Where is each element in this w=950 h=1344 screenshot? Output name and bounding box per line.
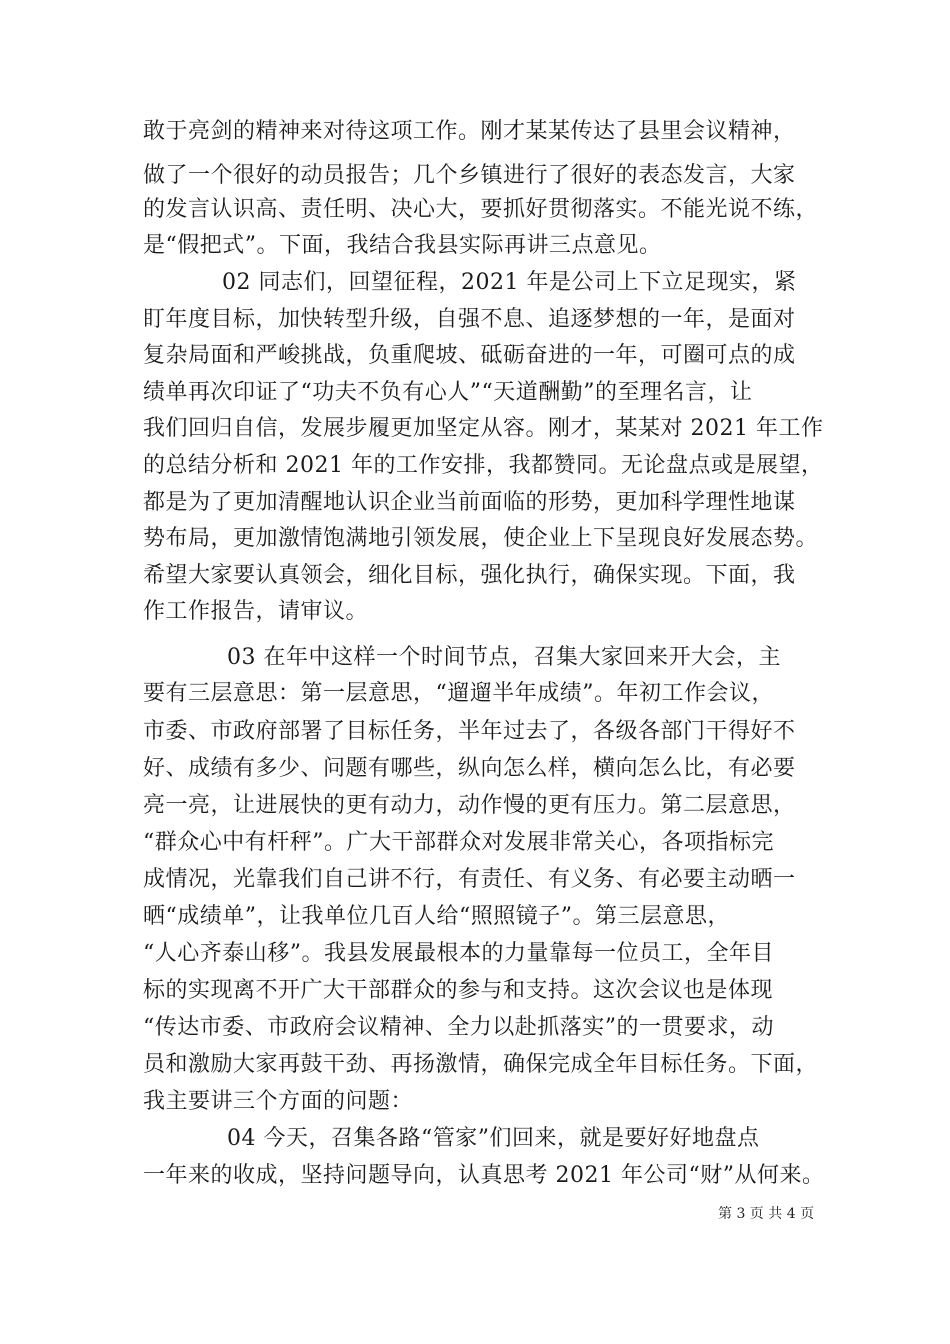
paragraph-line: 复杂局面和严峻挑战，负重爬坡、砥砺奋进的一年，可圈可点的成	[143, 343, 796, 368]
paragraph-line: “群众心中有杆秤”。广大干部群众对发展非常关心，各项指标完	[143, 830, 774, 855]
paragraph-line: 是“假把式”。下面，我结合我县实际再讲三点意见。	[143, 233, 662, 258]
paragraph-line: 盯年度目标，加快转型升级，自强不息、追逐梦想的一年，是面对	[143, 307, 796, 332]
paragraph-line: 我主要讲三个方面的问题：	[143, 1089, 414, 1114]
paragraph-line: 要有三层意思：第一层意思，“遛遛半年成绩”。年初工作会议，	[143, 681, 774, 706]
paragraph-line: 做了一个很好的动员报告；几个乡镇进行了很好的表态发言，大家	[143, 163, 796, 188]
page-number-footer: 第 3 页 共 4 页	[718, 1206, 815, 1222]
paragraph-line: 希望大家要认真领会，细化目标，强化执行，确保实现。下面，我	[143, 563, 796, 588]
paragraph-line: 02 同志们，回望征程，2021 年是公司上下立足现实，紧	[222, 270, 797, 295]
paragraph-line: 作工作报告，请审议。	[143, 599, 369, 624]
paragraph-line: “传达市委、市政府会议精神、全力以赴抓落实”的一贯要求，动	[143, 1015, 774, 1040]
paragraph-line: 我们回归自信，发展步履更加坚定从容。刚才，某某对 2021 年工作	[143, 416, 824, 441]
paragraph-line: 亮一亮，让进展快的更有动力，动作慢的更有压力。第二层意思，	[143, 793, 796, 818]
paragraph-line: 员和激励大家再鼓干劲、再扬激情，确保完成全年目标任务。下面，	[143, 1052, 819, 1077]
paragraph-line: 成情况，光靠我们自己讲不行，有责任、有义务、有必要主动晒一	[143, 867, 796, 892]
paragraph-line: 04 今天，召集各路“管家”们回来，就是要好好地盘点	[227, 1126, 760, 1151]
paragraph-line: 的总结分析和 2021 年的工作安排，我都赞同。无论盘点或是展望，	[143, 453, 824, 478]
paragraph-line: 03 在年中这样一个时间节点，召集大家回来开大会，主	[227, 645, 781, 670]
paragraph-line: 的发言认识高、责任明、决心大，要抓好贯彻落实。不能光说不练，	[143, 197, 819, 222]
paragraph-line: 好、成绩有多少、问题有哪些，纵向怎么样，横向怎么比，有必要	[143, 756, 796, 781]
paragraph-line: 晒“成绩单”，让我单位几百人给“照照镜子”。第三层意思，	[143, 904, 730, 929]
paragraph-line: “人心齐泰山移”。我县发展最根本的力量靠每一位员工，全年目	[143, 941, 774, 966]
paragraph-line: 标的实现离不开广大干部群众的参与和支持。这次会议也是体现	[143, 978, 774, 1003]
paragraph-line: 都是为了更加清醒地认识企业当前面临的形势，更加科学理性地谋	[143, 490, 796, 515]
paragraph-line: 一年来的收成，坚持问题导向，认真思考 2021 年公司“财”从何来。	[143, 1163, 825, 1188]
paragraph-line: 势布局，更加激情饱满地引领发展，使企业上下呈现良好发展态势。	[143, 526, 819, 551]
paragraph-line: 市委、市政府部署了目标任务，半年过去了，各级各部门干得好不	[143, 719, 796, 744]
paragraph-line: 敢于亮剑的精神来对待这项工作。刚才某某传达了县里会议精神，	[143, 119, 796, 144]
paragraph-line: 绩单再次印证了“功夫不负有心人”“天道酬勤”的至理名言，让	[143, 380, 753, 405]
